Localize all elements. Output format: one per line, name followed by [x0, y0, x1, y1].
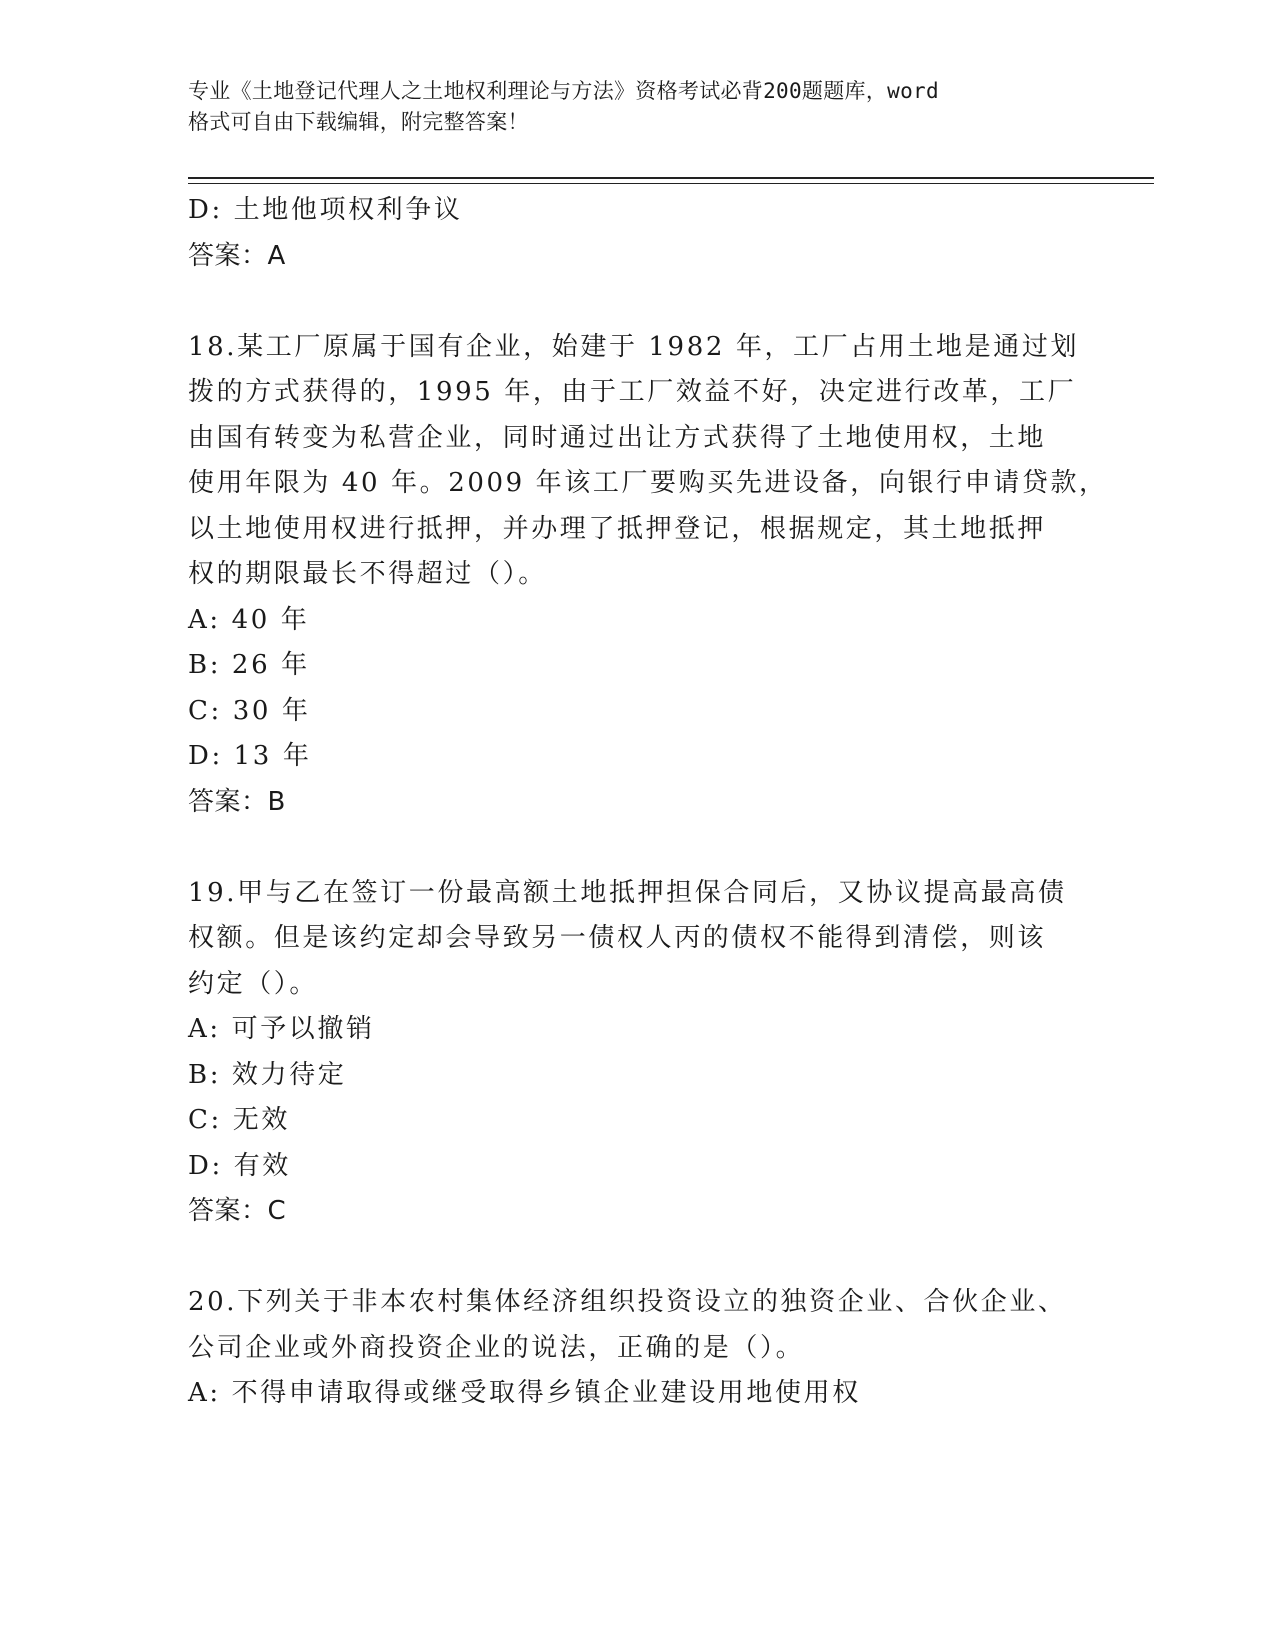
header-title-line-2: 格式可自由下载编辑，附完整答案！ [188, 110, 529, 134]
question-18-stem-line: 18.某工厂原属于国有企业，始建于 1982 年，工厂占用土地是通过划 [188, 331, 1080, 362]
question-18-option-c: C: 30 年 [188, 695, 311, 726]
header-divider-thin [188, 183, 1154, 184]
question-19-option-b: B: 效力待定 [188, 1059, 347, 1090]
question-19-stem-line: 权额。但是该约定却会导致另一债权人丙的债权不能得到清偿，则该 [188, 923, 1047, 953]
prev-question-option-d: D: 土地他项权利争议 [188, 195, 463, 225]
prev-question-answer: 答案：A [188, 240, 286, 271]
question-19-answer: 答案：C [188, 1196, 287, 1226]
question-19 [188, 871, 1078, 1235]
question-19-option-c: C: 无效 [188, 1105, 290, 1135]
question-18-stem-line: 由国有转变为私营企业，同时通过出让方式获得了土地使用权，土地 [188, 422, 1047, 453]
question-19-option-a: A: 可予以撤销 [188, 1014, 375, 1044]
question-20-option-a: A: 不得申请取得或继受取得乡镇企业建设用地使用权 [188, 1378, 861, 1408]
header-divider-thick [188, 177, 1154, 179]
question-content [188, 188, 1108, 1417]
page-header [188, 76, 1068, 138]
spacer [188, 1235, 1078, 1281]
header-title-line-1: 专业《土地登记代理人之土地权利理论与方法》资格考试必背200题题库，word [188, 79, 939, 103]
question-20 [188, 1280, 1078, 1417]
question-18-answer: 答案：B [188, 786, 286, 817]
question-19-stem-line: 19.甲与乙在签订一份最高额土地抵押担保合同后，又协议提高最高债 [188, 877, 1067, 908]
question-19-option-d: D: 有效 [188, 1150, 291, 1181]
question-18-option-a: A: 40 年 [188, 604, 310, 635]
question-18-stem-line: 使用年限为 40 年。2009 年该工厂要购买先进设备，向银行申请贷款， [188, 468, 1108, 498]
question-20-stem-line: 20.下列关于非本农村集体经济组织投资设立的独资企业、合伙企业、 [188, 1287, 1067, 1317]
question-18 [188, 325, 1108, 826]
spacer [188, 825, 1078, 871]
question-20-stem-line: 公司企业或外商投资企业的说法，正确的是（）。 [188, 1332, 805, 1363]
question-18-stem-line: 以土地使用权进行抵押，并办理了抵押登记，根据规定，其土地抵押 [188, 513, 1047, 544]
question-18-stem-line: 权的期限最长不得超过（）。 [188, 559, 547, 589]
question-18-stem-line: 拨的方式获得的，1995 年，由于工厂效益不好，决定进行改革，工厂 [188, 377, 1077, 407]
question-18-option-d: D: 13 年 [188, 741, 312, 771]
spacer [188, 279, 1078, 325]
question-19-stem-line: 约定（）。 [188, 968, 319, 999]
question-18-option-b: B: 26 年 [188, 650, 310, 680]
